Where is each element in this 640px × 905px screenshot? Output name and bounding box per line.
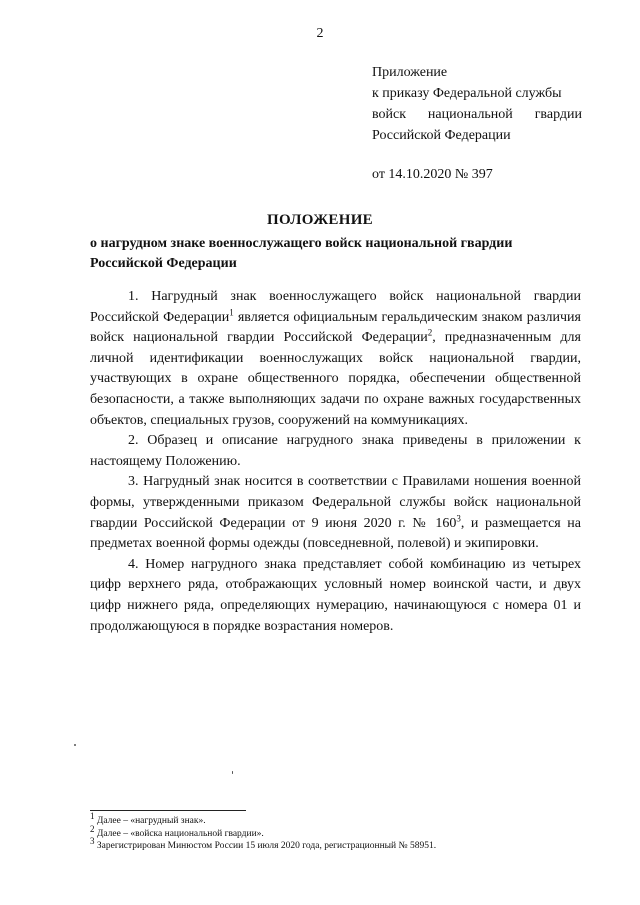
footnote-ref-1: 1 (229, 306, 234, 317)
footnote-2: $^2$ Далее – «войска национальной гвардии». (90, 823, 264, 839)
scan-speck (74, 744, 76, 746)
appendix-service-line: войск национальной гвардии (372, 107, 582, 122)
appendix-country-line: Российской Федерации (372, 128, 511, 143)
paragraph-1: 1. Нагрудный знак военнослужащего войск национальной гвардии Российской Федерации$^1$ является официальным геральдическим знаком различия войск национальной гвардии Российской Федерации$^2$, предназначенным для личной идентификации военнослужащих войск национальной гвардии, участвующих в охране общественного порядка, обеспечении общественной безопасности, а также выполняющих задачи по охране важных государственных объектов, специальных грузов, сооружений на коммуникациях. (90, 289, 581, 428)
footnote-3: $^3$ Зарегистрирован Минюстом России 15 июля 2020 года, регистрационный № 58951. (90, 835, 437, 851)
appendix-label: Приложение (372, 65, 448, 80)
footnote-ref-3: 3 (456, 512, 461, 523)
paragraph-2: 2. Образец и описание нагрудного знака приведены в приложении к настоящему Положению. (90, 433, 581, 469)
paragraph-3: 3. Нагрудный знак носится в соответствии с Правилами ношения военной формы, утвержденными приказом Федеральной службы войск национальной гвардии Российской Федерации от 9 июня 2020 г. № $160^3$, и размещается на предметах военной формы одежды (повседневной, полевой) и экипировки. (90, 474, 581, 552)
footnote-separator (90, 810, 246, 811)
appendix-order-line: к приказу Федеральной службы (372, 86, 562, 101)
document-subtitle: о нагрудном знаке военнослужащего войск национальной гвардии Российской Федерации (90, 236, 513, 271)
footnote-1: $^1$ Далее – «нагрудный знак». (90, 810, 206, 826)
footnotes (90, 810, 570, 853)
footnote-ref-2: 2 (427, 327, 433, 338)
scan-speck (232, 771, 233, 774)
page-number: 2 (316, 26, 324, 41)
appendix-date: от 14.10.2020 № 397 (372, 167, 493, 182)
paragraph-4: 4. Номер нагрудного знака представляет собой комбинацию из четырех цифр верхнего ряда, отображающих условный номер воинской части, и двух цифр нижнего ряда, определяющих нумерацию, начинающуюся с номера 01 и продолжающуюся в порядке возрастания номеров. (90, 556, 581, 634)
appendix-header (372, 62, 582, 185)
document-title: ПОЛОЖЕНИЕ (267, 212, 373, 228)
document-body (90, 287, 581, 637)
